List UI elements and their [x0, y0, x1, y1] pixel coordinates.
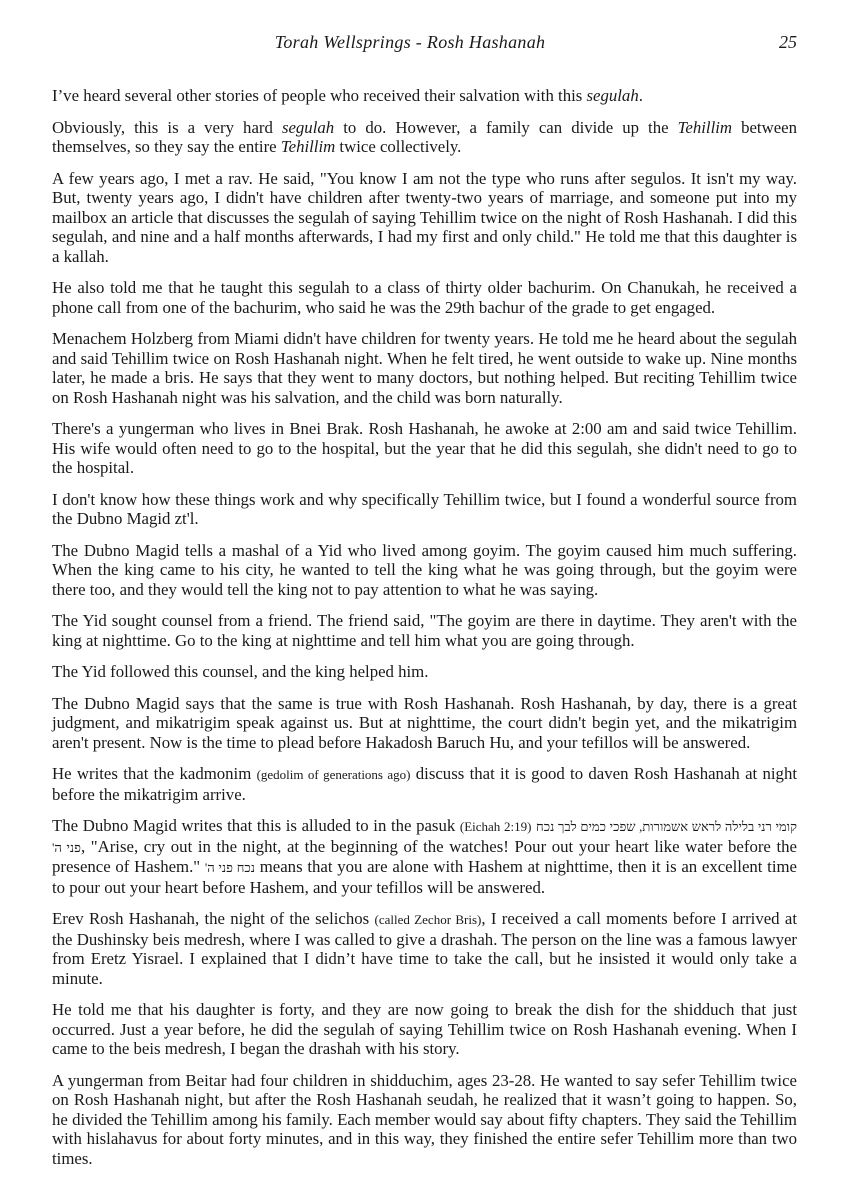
text-run: The Dubno Magid tells a mashal of a Yid who lived among goyim. The goyim caused him much suffering. When the king came to his city, he wanted to tell the king what he was going through, but the goyim were there too, and they would tell the king not to pay attention to what he was saying. [52, 540, 797, 599]
paragraph [52, 490, 797, 529]
text-run: between themselves, so they say the entire [52, 117, 798, 156]
paragraph [52, 419, 797, 478]
text-run: He told me that his daughter is forty, and they are now going to break the dish for the shidduch that just occurred. Just a year before, he did the segulah of saying Tehillim twice on Rosh Hashanah evening. When I came to the beis medresh, I began the drashah with his story. [52, 1000, 797, 1058]
paragraph [52, 1071, 797, 1169]
text-run: He writes that the kadmonim [52, 764, 257, 783]
hebrew-quote: קומי רני בלילה לראש אשמורות, שפכי כמים לבך נכח פני ה' [52, 819, 797, 855]
text-run: , I received a call moments before I arrived at the Dushinsky beis medresh, where I was called to give a drashah. The person on the line was a famous lawyer from Eretz Yisrael. I explained that I didn’t have time to take the call, but he insisted it would only take a minute. [52, 909, 797, 988]
paragraph [52, 278, 797, 317]
hebrew-quote: נכח פני ה' [204, 860, 255, 875]
citation: (called Zechor Bris) [374, 912, 482, 927]
citation: (gedolim of generations ago) [256, 767, 411, 782]
paragraph [52, 662, 797, 682]
text-run: to do. However, a family can divide up the [334, 117, 678, 137]
italic-term: Tehillim [677, 117, 733, 137]
text-run: He also told me that he taught this segulah to a class of thirty older bachurim. On Chanukah, he received a phone call from one of the bachurim, who said he was the 29th bachur of the grade to get engaged. [52, 278, 797, 317]
paragraph [52, 816, 797, 897]
citation: (Eichah 2:19) [459, 819, 532, 834]
running-title: Torah Wellsprings - Rosh Hashanah [274, 32, 546, 52]
text-run: I don't know how these things work and why specifically Tehillim twice, but I found a wonderful source from the Dubno Magid zt'l. [52, 489, 797, 528]
text-run: , "Arise, cry out in the night, at the beginning of the watches! Pour out your heart like water before the presence of Hashem." [52, 836, 797, 876]
paragraph [52, 86, 797, 106]
italic-term: Tehillim [280, 137, 336, 156]
page-body [52, 86, 797, 1180]
text-run: discuss that it is good to daven Rosh Hashanah at night before the mikatrigim arrive. [52, 764, 798, 804]
italic-term: segulah [586, 86, 639, 105]
paragraph [52, 694, 797, 753]
text-run: A yungerman from Beitar had four children in shidduchim, ages 23-28. He wanted to say sefer Tehillim twice on Rosh Hashanah night, but after the Rosh Hashanah seudah, he realized that it wasn’t going to happen. So, he divided the Tehillim among his family. Each member would say about fifty chapters. They said the Tehillim with hislahavus for about forty minutes, and in this way, they finished the entire sefer Tehillim more than two times. [52, 1070, 797, 1168]
text-run: A few years ago, I met a rav. He said, "You know I am not the type who runs after segulos. It isn't my way. But, twenty years ago, I didn't have children after twenty-two years of marriage, and someone put into my mailbox an article that discusses the segulah of saying Tehillim twice on the night of Rosh Hashanah. I did this segulah, and nine and a half months afterwards, I had my first and only child." He told me that this daughter is a kallah. [52, 168, 797, 266]
paragraph [52, 611, 797, 650]
text-run: There's a yungerman who lives in Bnei Brak. Rosh Hashanah, he awoke at 2:00 am and said twice Tehillim. His wife would often need to go to the hospital, but the year that he did this segulah, she didn't need to go to the hospital. [52, 419, 797, 477]
text-run: Obviously, this is a very hard [52, 117, 282, 137]
text-run: The Dubno Magid writes that this is alluded to in the pasuk [52, 816, 460, 835]
page-header [0, 32, 849, 56]
paragraph [52, 1000, 797, 1059]
text-run: The Yid followed this counsel, and the king helped him. [52, 662, 429, 681]
text-run: The Dubno Magid says that the same is true with Rosh Hashanah. Rosh Hashanah, by day, there is a great judgment, and mikatrigim speak against us. But at nighttime, the court didn't begin yet, and the mikatrigim aren't present. Now is the time to plead before Hakadosh Baruch Hu, and your tefillos will be answered. [52, 693, 797, 752]
text-run: twice collectively. [335, 137, 462, 156]
paragraph [52, 909, 797, 988]
text-run: I’ve heard several other stories of people who received their salvation with this [52, 86, 587, 105]
text-run: Erev Rosh Hashanah, the night of the selichos [52, 909, 375, 928]
paragraph [52, 541, 797, 600]
text-run: The Yid sought counsel from a friend. The friend said, "The goyim are there in daytime. They aren't with the king at nighttime. Go to the king at nighttime and tell him what you are going through. [52, 611, 797, 650]
paragraph [52, 118, 797, 157]
paragraph [52, 764, 797, 804]
paragraph [52, 169, 797, 267]
paragraph [52, 329, 797, 407]
text-run: Menachem Holzberg from Miami didn't have children for twenty years. He told me he heard about the segulah and said Tehillim twice on Rosh Hashanah night. When he felt tired, he went outside to wake up. Nine months later, he made a bris. He says that they went to many doctors, but nothing helped. But reciting Tehillim twice on Rosh Hashanah night was his salvation, and the child was born naturally. [52, 329, 797, 407]
text-run: means that you are alone with Hashem at nighttime, then it is an excellent time to pour out your heart before Hashem, and your tefillos will be answered. [52, 857, 797, 897]
italic-term: segulah [281, 117, 335, 137]
page-number: 25 [779, 32, 797, 52]
text-run: . [638, 86, 643, 105]
